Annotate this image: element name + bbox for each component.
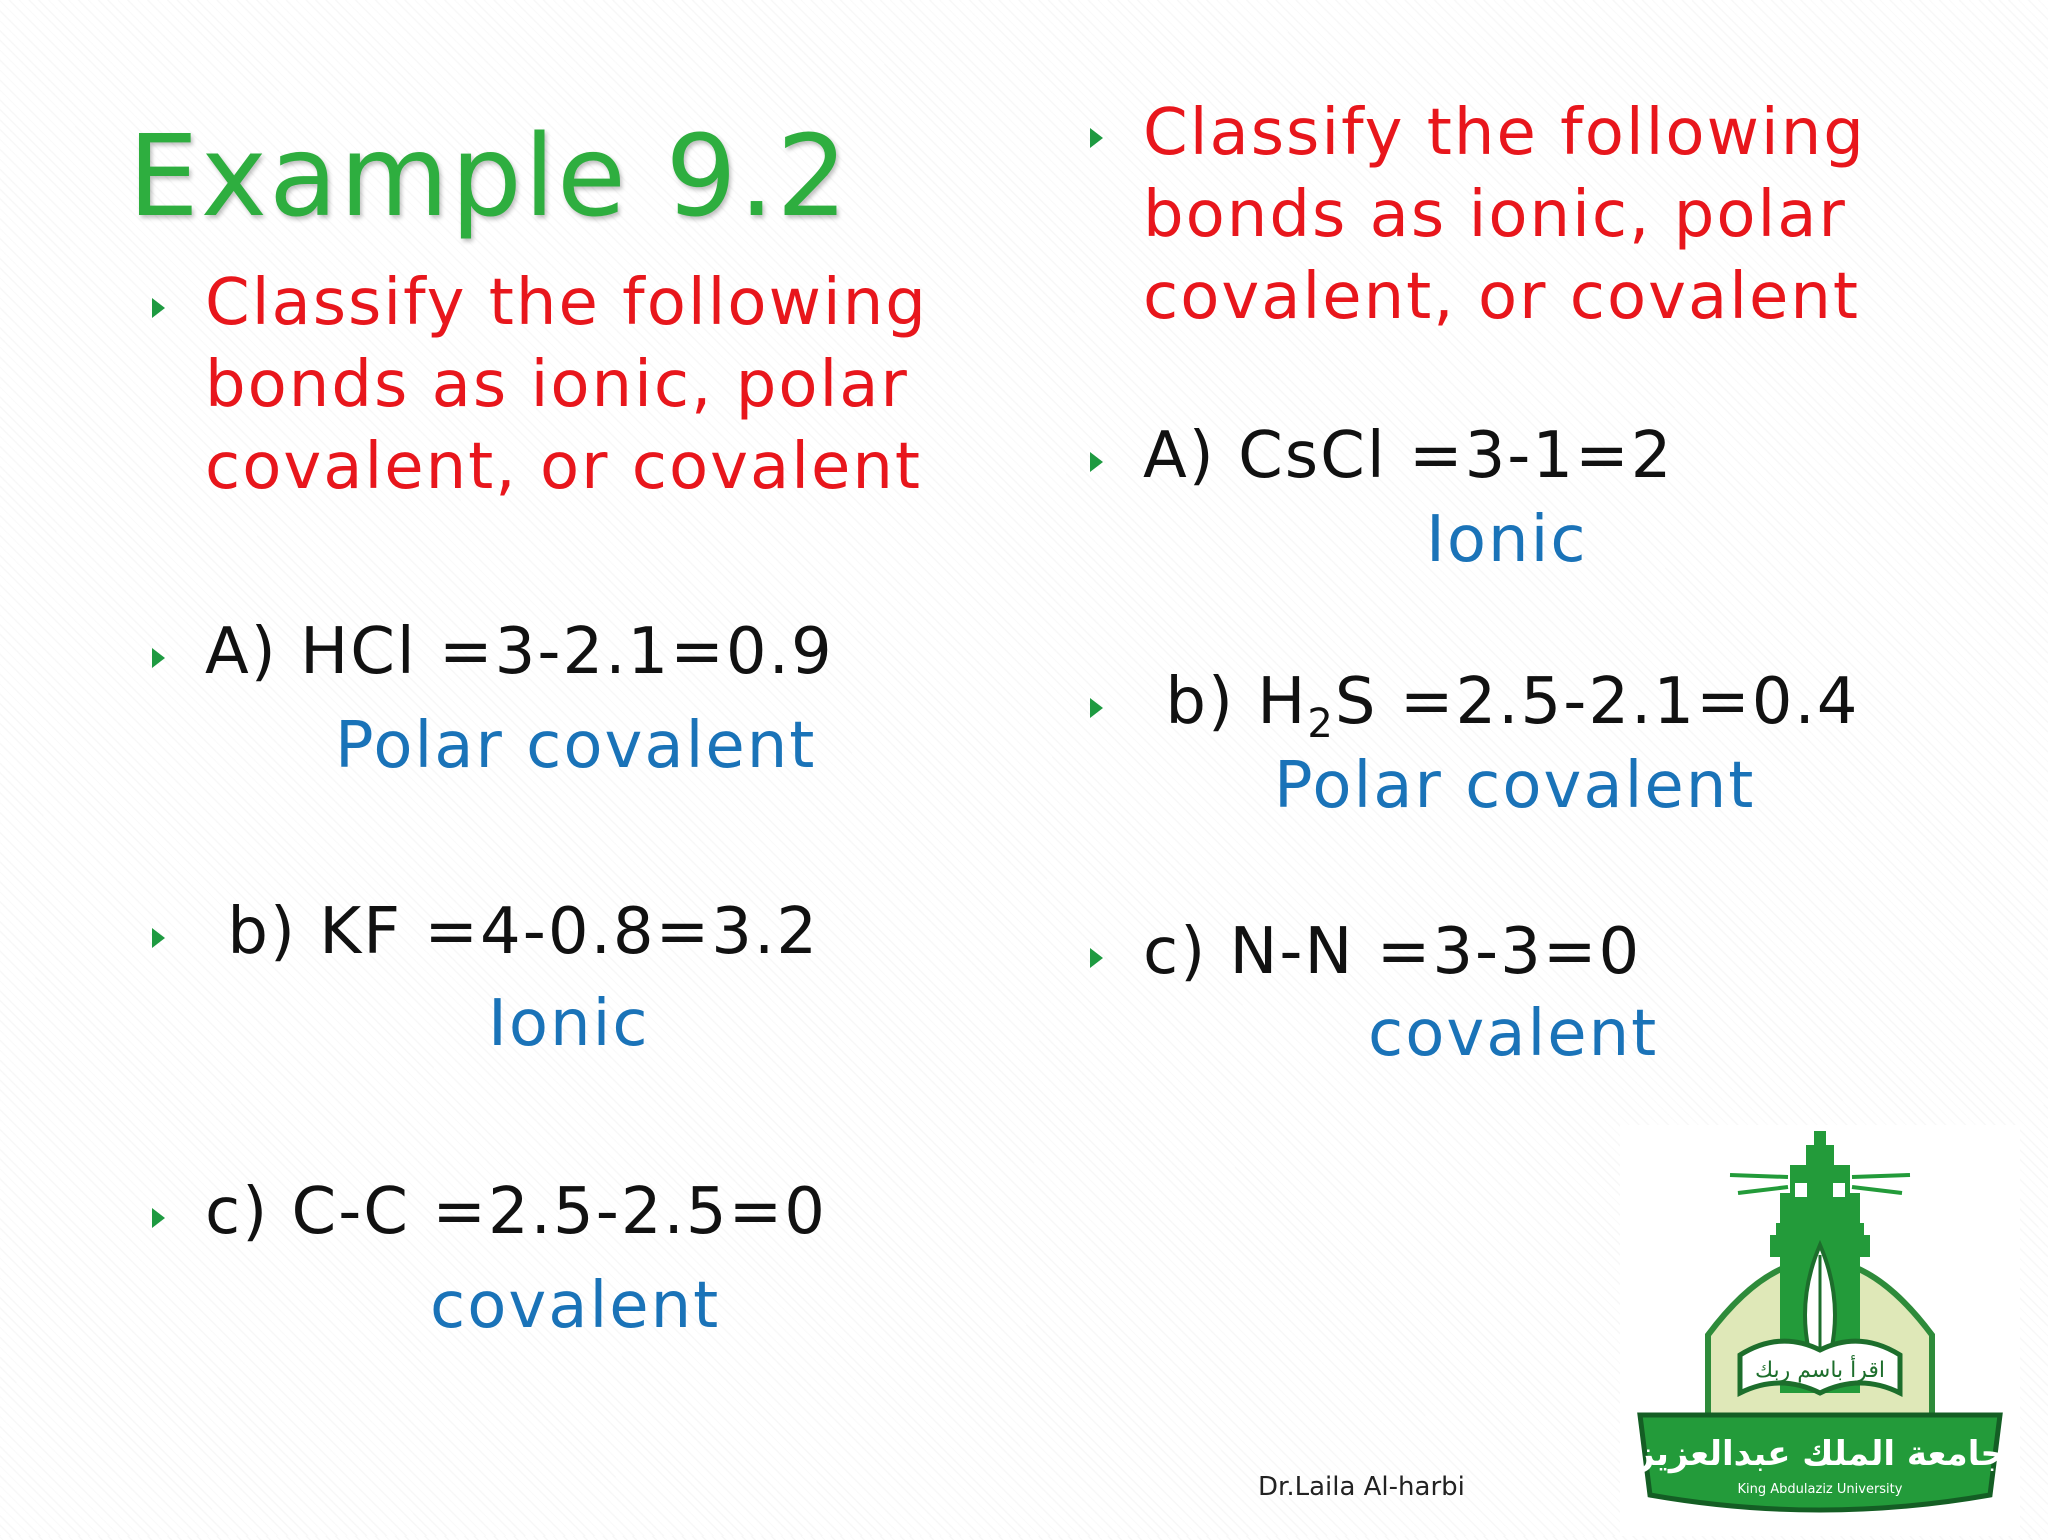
author-footer: Dr.Laila Al-harbi bbox=[1258, 1472, 1465, 1502]
left-prompt-line-1: Classify the following bbox=[205, 266, 928, 340]
h2s-subscript: 2 bbox=[1307, 701, 1335, 747]
right-item-c-expression: c) N-N =3-3=0 bbox=[1143, 915, 1642, 989]
bullet-icon bbox=[152, 298, 165, 318]
left-item-b-expression: b) KF =4-0.8=3.2 bbox=[205, 895, 820, 969]
bullet-icon bbox=[1090, 698, 1103, 718]
h2s-suffix: S =2.5-2.1=0.4 bbox=[1334, 665, 1860, 739]
right-item-a-expression: A) CsCl =3-1=2 bbox=[1143, 419, 1674, 493]
right-item-b-answer: Polar covalent bbox=[1274, 749, 1756, 823]
right-prompt bbox=[1143, 92, 1866, 338]
left-prompt-line-3: covalent, or covalent bbox=[205, 430, 922, 504]
right-prompt-line-2: bonds as ionic, polar bbox=[1143, 178, 1847, 252]
bullet-icon bbox=[1090, 452, 1103, 472]
h2s-prefix: b) H bbox=[1143, 665, 1308, 739]
left-item-c-answer: covalent bbox=[430, 1269, 721, 1343]
right-prompt-line-3: covalent, or covalent bbox=[1143, 260, 1860, 334]
slide-title: Example 9.2 bbox=[128, 112, 850, 242]
left-item-a-answer: Polar covalent bbox=[335, 709, 817, 783]
left-prompt bbox=[205, 262, 928, 508]
left-item-a-expression: A) HCl =3-2.1=0.9 bbox=[205, 615, 834, 689]
bullet-icon bbox=[1090, 948, 1103, 968]
logo-english: King Abdulaziz University bbox=[1737, 1482, 1903, 1497]
logo-arabic-top: اقرأ باسم ربك bbox=[1754, 1358, 1886, 1383]
right-prompt-line-1: Classify the following bbox=[1143, 96, 1866, 170]
left-item-c-expression: c) C-C =2.5-2.5=0 bbox=[205, 1175, 827, 1249]
right-item-a-answer: Ionic bbox=[1426, 503, 1588, 577]
university-logo bbox=[1620, 1125, 2020, 1536]
bullet-icon bbox=[1090, 128, 1103, 148]
right-item-c-answer: covalent bbox=[1368, 997, 1659, 1071]
bullet-icon bbox=[152, 648, 165, 668]
logo-arabic-main: جامعة الملك عبدالعزيز bbox=[1635, 1434, 2005, 1474]
left-prompt-line-2: bonds as ionic, polar bbox=[205, 348, 909, 422]
bullet-icon bbox=[152, 1208, 165, 1228]
left-item-b-answer: Ionic bbox=[488, 987, 650, 1061]
bullet-icon bbox=[152, 928, 165, 948]
